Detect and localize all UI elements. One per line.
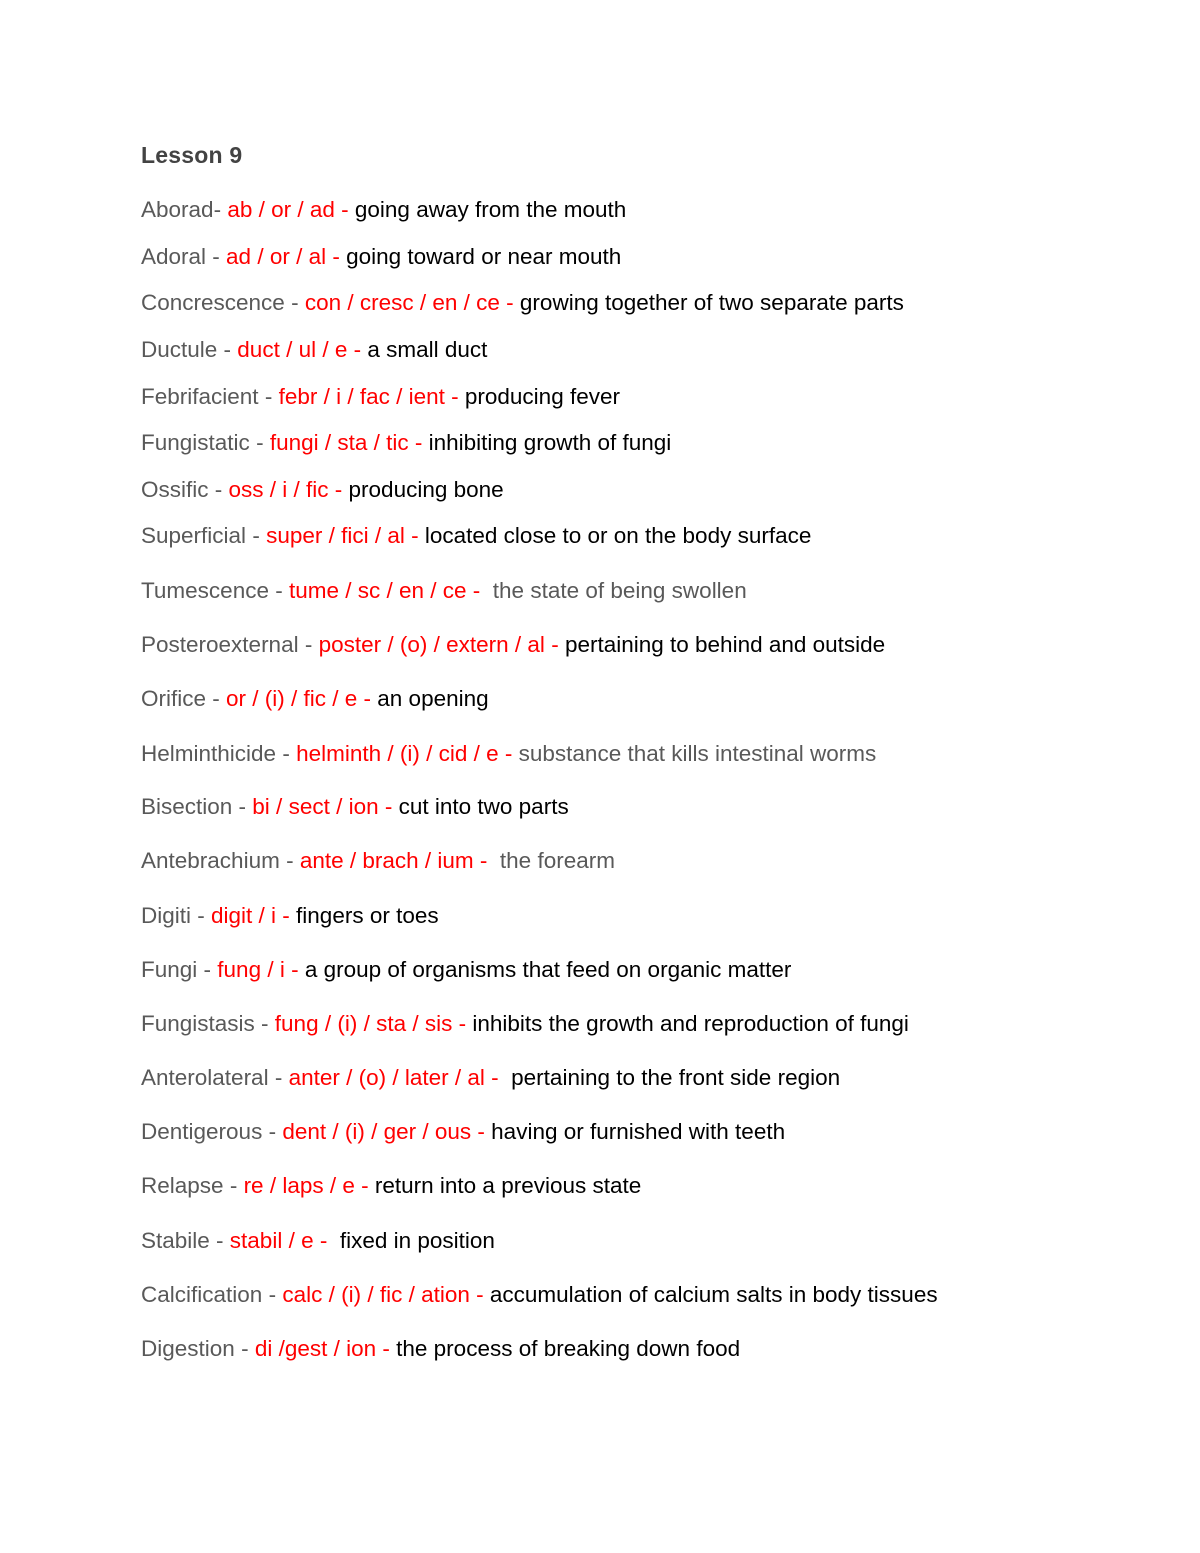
term-entry <box>141 289 904 317</box>
entry-word-parts: duct / ul / e <box>237 337 348 362</box>
entry-separator: - <box>284 290 305 315</box>
entry-word-parts: helminth / (i) / cid / e <box>296 741 499 766</box>
entry-definition: located close to or on the body surface <box>424 523 812 548</box>
term-entry <box>141 1281 938 1309</box>
entry-term: Febrifacient <box>141 384 259 409</box>
entry-separator: - <box>234 1336 255 1361</box>
entry-definition: a group of organisms that feed on organic matter <box>304 957 792 982</box>
entry-term: Ductule <box>141 337 218 362</box>
entry-definition: fixed in position <box>339 1228 495 1253</box>
term-entry <box>141 383 620 411</box>
term-entry <box>141 429 671 457</box>
entry-separator: - <box>254 1011 275 1036</box>
entry-dash: - <box>354 1173 375 1198</box>
entry-dash: - <box>484 1065 512 1090</box>
term-entry <box>141 196 626 224</box>
entry-word-parts: ab / or / ad <box>227 197 335 222</box>
entry-word-parts: oss / i / fic <box>228 477 329 502</box>
entry-word-parts: febr / i / fac / ient <box>278 384 445 409</box>
term-entry <box>141 902 439 930</box>
entry-separator: - <box>268 1065 289 1090</box>
entry-term: Fungi <box>141 957 198 982</box>
entry-definition: having or furnished with teeth <box>491 1119 786 1144</box>
term-entry <box>141 476 504 504</box>
term-entry <box>141 793 569 821</box>
entry-word-parts: anter / (o) / later / al <box>288 1065 485 1090</box>
term-entry <box>141 522 811 550</box>
entry-term: Ossific <box>141 477 209 502</box>
term-entry <box>141 1172 641 1200</box>
entry-word-parts: bi / sect / ion <box>252 794 379 819</box>
entry-definition: inhibits the growth and reproduction of fungi <box>472 1011 909 1036</box>
entry-word-parts: digit / i <box>211 903 277 928</box>
entry-term: Calcification <box>141 1282 263 1307</box>
entry-term: Superficial <box>141 523 247 548</box>
entry-definition: going away from the mouth <box>354 197 627 222</box>
entry-dash: - <box>313 1228 340 1253</box>
entry-word-parts: fung / i <box>217 957 285 982</box>
entry-dash: - <box>404 523 425 548</box>
entry-dash: - <box>376 1336 397 1361</box>
entry-separator: - <box>213 197 228 222</box>
entry-word-parts: or / (i) / fic / e <box>226 686 358 711</box>
entry-term: Bisection <box>141 794 233 819</box>
entry-word-parts: fungi / sta / tic <box>269 430 409 455</box>
entry-definition: going toward or near mouth <box>346 244 622 269</box>
entry-word-parts: ante / brach / ium <box>299 848 474 873</box>
entry-word-parts: di /gest / ion <box>254 1336 377 1361</box>
entry-term: Fungistatic <box>141 430 250 455</box>
entry-separator: - <box>298 632 319 657</box>
entry-term: Relapse <box>141 1173 224 1198</box>
entry-separator: - <box>206 244 227 269</box>
entry-definition: an opening <box>377 686 489 711</box>
entry-separator: - <box>217 337 238 362</box>
entry-dash: - <box>499 290 520 315</box>
entry-dash: - <box>466 578 493 603</box>
entry-word-parts: tume / sc / en / ce <box>288 578 467 603</box>
entry-definition: fingers or toes <box>296 903 439 928</box>
term-entry <box>141 1010 909 1038</box>
entry-separator: - <box>279 848 300 873</box>
entry-dash: - <box>284 957 305 982</box>
term-entry <box>141 847 615 875</box>
entry-term: Posteroexternal <box>141 632 299 657</box>
entry-dash: - <box>444 384 465 409</box>
entry-separator: - <box>208 477 229 502</box>
term-entry <box>141 243 621 271</box>
entry-definition: the forearm <box>499 848 615 873</box>
term-entry <box>141 1064 840 1092</box>
term-entry <box>141 1118 785 1146</box>
entry-separator: - <box>258 384 279 409</box>
entry-term: Digestion <box>141 1336 235 1361</box>
entry-separator: - <box>276 741 297 766</box>
term-entry <box>141 685 489 713</box>
entry-dash: - <box>408 430 429 455</box>
entry-definition: the process of breaking down food <box>396 1336 741 1361</box>
entry-dash: - <box>473 848 500 873</box>
entry-definition: cut into two parts <box>398 794 569 819</box>
entry-term: Fungistasis <box>141 1011 255 1036</box>
entry-word-parts: re / laps / e <box>243 1173 355 1198</box>
entry-term: Tumescence <box>141 578 269 603</box>
entry-word-parts: stabil / e <box>229 1228 314 1253</box>
entry-word-parts: con / cresc / en / ce <box>304 290 500 315</box>
entry-dash: - <box>357 686 378 711</box>
entry-word-parts: calc / (i) / fic / ation <box>282 1282 470 1307</box>
entry-definition: accumulation of calcium salts in body tissues <box>489 1282 938 1307</box>
entry-term: Stabile <box>141 1228 210 1253</box>
entry-definition: producing fever <box>464 384 620 409</box>
entry-definition: pertaining to behind and outside <box>564 632 886 657</box>
entry-term: Dentigerous <box>141 1119 263 1144</box>
entry-definition: growing together of two separate parts <box>519 290 904 315</box>
entry-term: Digiti <box>141 903 192 928</box>
entry-separator: - <box>209 1228 230 1253</box>
entry-dash: - <box>469 1282 490 1307</box>
entry-word-parts: fung / (i) / sta / sis <box>274 1011 453 1036</box>
entry-dash: - <box>471 1119 492 1144</box>
entry-word-parts: poster / (o) / extern / al <box>318 632 545 657</box>
entry-term: Concrescence <box>141 290 285 315</box>
entry-separator: - <box>262 1282 283 1307</box>
entry-definition: inhibiting growth of fungi <box>428 430 672 455</box>
entry-separator: - <box>191 903 212 928</box>
term-entry <box>141 1227 495 1255</box>
entry-word-parts: super / fici / al <box>266 523 405 548</box>
entry-definition: producing bone <box>348 477 504 502</box>
entry-definition: substance that kills intestinal worms <box>518 741 877 766</box>
entry-dash: - <box>334 197 355 222</box>
entry-dash: - <box>544 632 565 657</box>
entry-separator: - <box>246 523 267 548</box>
entry-term: Anterolateral <box>141 1065 269 1090</box>
entry-definition: pertaining to the front side region <box>511 1065 841 1090</box>
entry-separator: - <box>262 1119 283 1144</box>
entry-definition: return into a previous state <box>374 1173 642 1198</box>
entry-word-parts: dent / (i) / ger / ous <box>282 1119 472 1144</box>
term-entry <box>141 740 876 768</box>
entry-dash: - <box>276 903 297 928</box>
entry-separator: - <box>268 578 289 603</box>
entry-definition: the state of being swollen <box>492 578 747 603</box>
entry-separator: - <box>249 430 270 455</box>
entry-separator: - <box>223 1173 244 1198</box>
entry-dash: - <box>452 1011 473 1036</box>
term-entry <box>141 1335 740 1363</box>
entry-word-parts: ad / or / al <box>226 244 327 269</box>
entry-term: Adoral <box>141 244 207 269</box>
page-title: Lesson 9 <box>141 142 243 168</box>
entry-term: Antebrachium <box>141 848 280 873</box>
entry-term: Aborad <box>141 197 214 222</box>
term-entry <box>141 336 487 364</box>
entry-separator: - <box>197 957 218 982</box>
entry-dash: - <box>498 741 519 766</box>
entry-term: Helminthicide <box>141 741 277 766</box>
entry-dash: - <box>347 337 368 362</box>
entry-separator: - <box>206 686 227 711</box>
entry-definition: a small duct <box>367 337 488 362</box>
term-entry <box>141 956 791 984</box>
entry-separator: - <box>232 794 253 819</box>
term-entry <box>141 631 885 659</box>
term-entry <box>141 577 747 605</box>
entry-dash: - <box>328 477 349 502</box>
entry-dash: - <box>378 794 399 819</box>
entry-dash: - <box>326 244 347 269</box>
entry-term: Orifice <box>141 686 207 711</box>
